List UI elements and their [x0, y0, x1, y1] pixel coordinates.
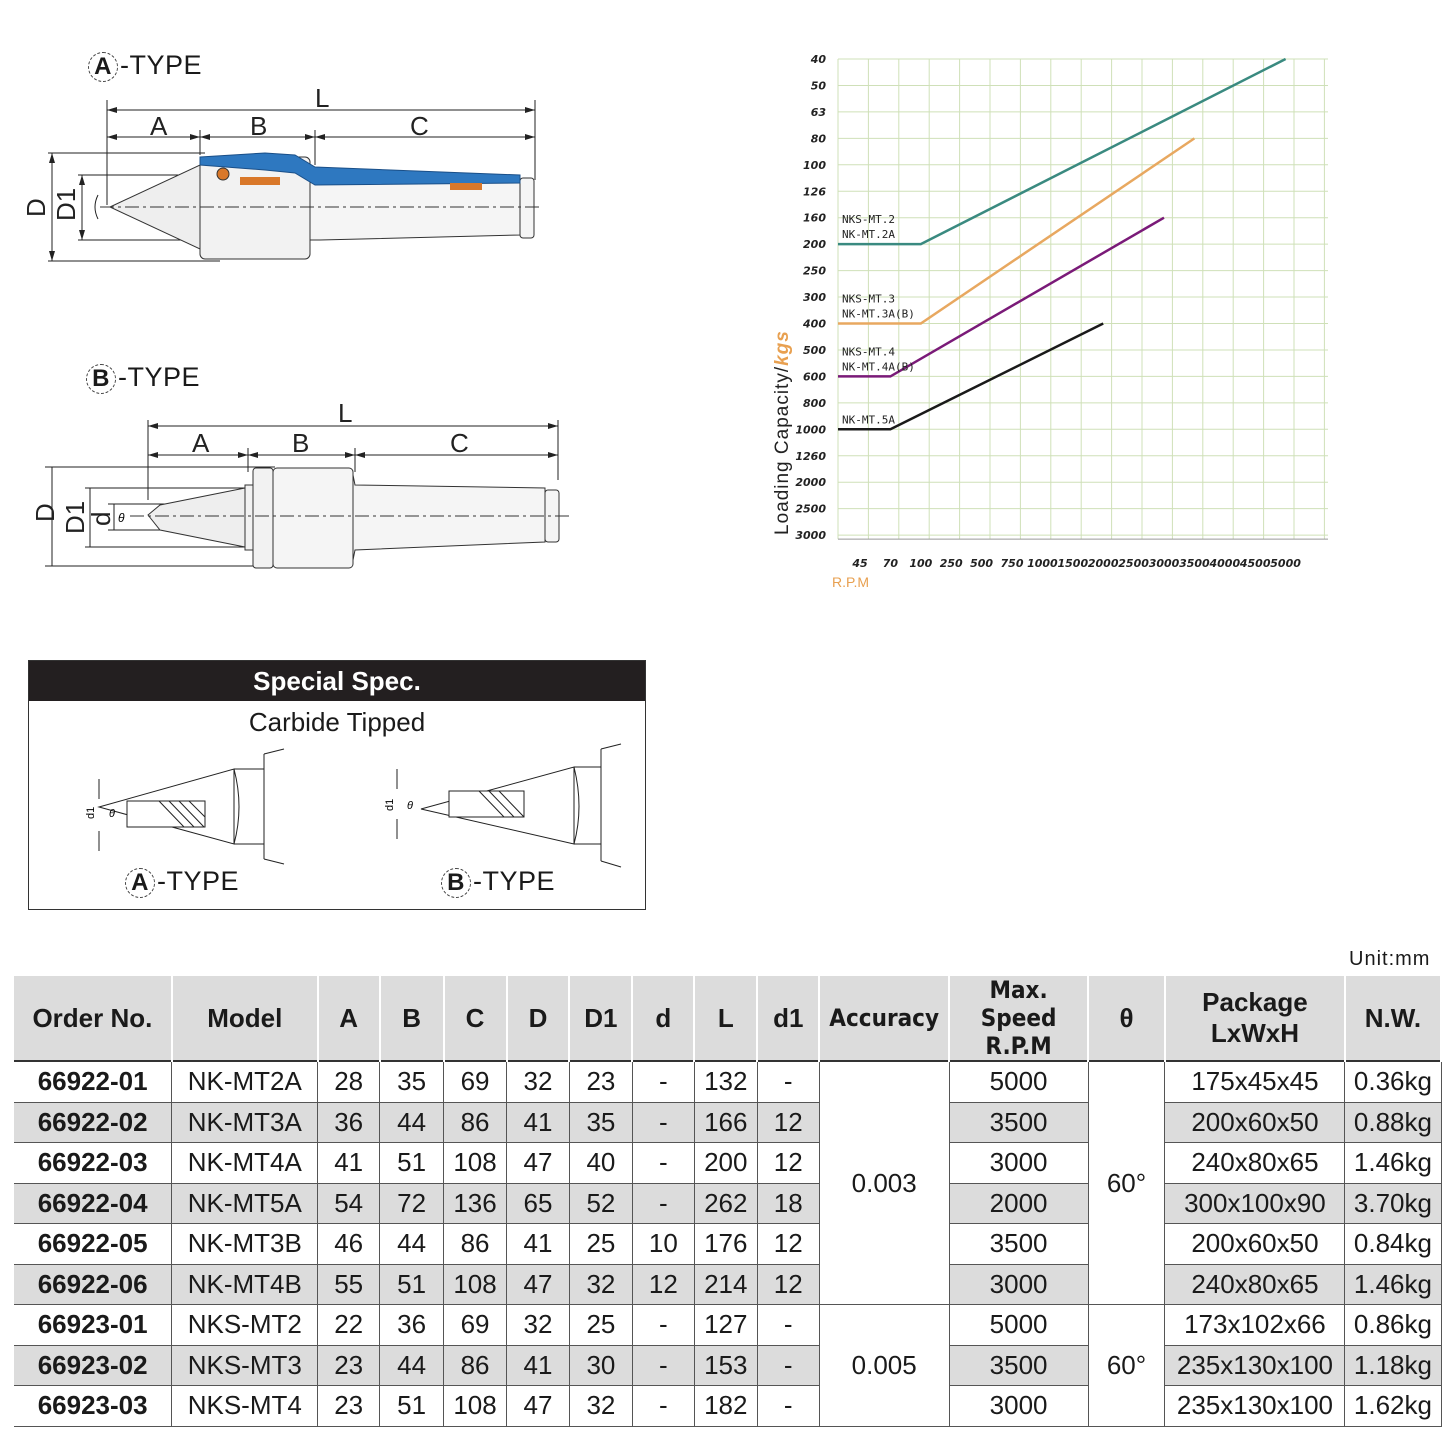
table-header-row — [14, 976, 1441, 1061]
cell-d: - — [632, 1183, 694, 1224]
cell-pkg: 235x130x100 — [1165, 1345, 1345, 1386]
spec-a-type-label: A -TYPE — [125, 866, 239, 898]
x-tick-label: 3500 — [1179, 557, 1210, 571]
cell-d: - — [632, 1305, 694, 1346]
cell-d1: 32 — [569, 1386, 632, 1427]
b-dim-C: C — [450, 428, 469, 458]
a-dim-A: A — [150, 111, 168, 141]
b-type-letter: B — [86, 364, 116, 394]
cell-d1: - — [757, 1386, 819, 1427]
y-tick-label: 1260 — [795, 449, 826, 463]
cell-model: NK-MT5A — [172, 1183, 318, 1224]
cell-accuracy: 0.005 — [819, 1305, 949, 1427]
a-dim-C: C — [410, 111, 429, 141]
cell-d1: 40 — [569, 1143, 632, 1184]
cell-nw: 0.86kg — [1345, 1305, 1441, 1346]
table-header-cell: C — [444, 976, 507, 1061]
table-header-cell: Accuracy — [819, 976, 949, 1061]
cell-speed: 5000 — [949, 1061, 1088, 1102]
cell-theta: 60° — [1088, 1305, 1165, 1427]
spec-a-letter: A — [125, 868, 155, 898]
cell-c: 86 — [444, 1224, 507, 1265]
cell-speed: 3000 — [949, 1386, 1088, 1427]
cell-l: 166 — [694, 1102, 757, 1143]
y-tick-label: 126 — [803, 185, 826, 199]
cell-nw: 3.70kg — [1345, 1183, 1441, 1224]
spec-b-type-label: B -TYPE — [441, 866, 555, 898]
cell-order: 66922-01 — [14, 1061, 172, 1102]
b-type-diagram — [30, 400, 575, 575]
cell-order: 66922-03 — [14, 1143, 172, 1184]
cell-pkg: 200x60x50 — [1165, 1224, 1345, 1265]
cell-d1: 25 — [569, 1305, 632, 1346]
cell-a: 28 — [318, 1061, 380, 1102]
cell-d: 41 — [507, 1345, 570, 1386]
table-header-cell: A — [318, 976, 380, 1061]
cell-d1: 12 — [757, 1264, 819, 1305]
cell-c: 86 — [444, 1345, 507, 1386]
cell-model: NK-MT4A — [172, 1143, 318, 1184]
cell-d: 10 — [632, 1224, 694, 1265]
y-tick-label: 300 — [803, 291, 826, 305]
b-dim-theta: θ — [118, 511, 125, 525]
cell-accuracy: 0.003 — [819, 1061, 949, 1305]
y-tick-label: 2000 — [795, 476, 826, 490]
cell-d1: 52 — [569, 1183, 632, 1224]
a-dim-B: B — [250, 111, 268, 141]
cell-model: NK-MT3B — [172, 1224, 318, 1265]
cell-l: 200 — [694, 1143, 757, 1184]
cell-d: - — [632, 1061, 694, 1102]
series-label: NKS-MT.3 — [842, 292, 895, 306]
b-dim-D: D — [30, 503, 60, 522]
cell-l: 127 — [694, 1305, 757, 1346]
cell-b: 44 — [380, 1345, 444, 1386]
b-tip-theta-label: θ — [407, 800, 413, 812]
y-tick-label: 1000 — [795, 423, 826, 437]
cell-l: 176 — [694, 1224, 757, 1265]
cell-b: 72 — [380, 1183, 444, 1224]
cell-l: 214 — [694, 1264, 757, 1305]
b-dim-A: A — [192, 428, 210, 458]
cell-a: 54 — [318, 1183, 380, 1224]
series-label: NK-MT.4A(B) — [842, 360, 915, 374]
series-label: NK-MT.3A(B) — [842, 307, 915, 321]
cell-d1: 25 — [569, 1224, 632, 1265]
cell-d: - — [632, 1143, 694, 1184]
cell-order: 66922-06 — [14, 1264, 172, 1305]
special-spec-header: Special Spec. — [29, 661, 645, 701]
spec-table — [14, 976, 1442, 1427]
b-dim-D1: D1 — [60, 500, 90, 534]
cell-speed: 3000 — [949, 1264, 1088, 1305]
a-type-letter: A — [88, 52, 118, 82]
series-label: NKS-MT.4 — [842, 345, 895, 359]
series-label: NK-MT.5A — [842, 413, 895, 427]
table-header-cell: L — [694, 976, 757, 1061]
cell-a: 23 — [318, 1386, 380, 1427]
cell-model: NKS-MT2 — [172, 1305, 318, 1346]
special-spec-panel — [28, 660, 646, 910]
x-tick-label: 45 — [852, 557, 868, 571]
cell-d: - — [632, 1345, 694, 1386]
x-axis-label: R.P.M — [832, 574, 870, 590]
table-header-cell: N.W. — [1345, 976, 1441, 1061]
y-axis-unit: kgs — [772, 330, 793, 366]
y-tick-label: 160 — [803, 211, 826, 225]
table-header-cell: d — [632, 976, 694, 1061]
cell-c: 108 — [444, 1386, 507, 1427]
cell-l: 182 — [694, 1386, 757, 1427]
cell-nw: 1.46kg — [1345, 1143, 1441, 1184]
y-tick-label: 600 — [803, 370, 826, 384]
y-tick-label: 200 — [803, 238, 826, 252]
table-header-cell: θ — [1088, 976, 1165, 1061]
table-row — [14, 1305, 1441, 1346]
table-row — [14, 1061, 1441, 1102]
cell-model: NKS-MT3 — [172, 1345, 318, 1386]
table-header-cell: Package LxWxH — [1165, 976, 1345, 1061]
x-tick-label: 2000 — [1087, 557, 1119, 571]
y-tick-label: 400 — [803, 317, 826, 331]
y-tick-label: 80 — [810, 132, 826, 146]
table-header-cell: Model — [172, 976, 318, 1061]
cell-speed: 3500 — [949, 1102, 1088, 1143]
cell-d1: - — [757, 1305, 819, 1346]
cell-d: 65 — [507, 1183, 570, 1224]
table-header-cell: B — [380, 976, 444, 1061]
loading-capacity-chart — [760, 45, 1340, 605]
cell-c: 108 — [444, 1143, 507, 1184]
table-header-cell: D — [507, 976, 570, 1061]
table-header-cell: Max. Speed R.P.M — [949, 976, 1088, 1061]
cell-nw: 0.88kg — [1345, 1102, 1441, 1143]
cell-l: 132 — [694, 1061, 757, 1102]
cell-d1: - — [757, 1061, 819, 1102]
cell-b: 44 — [380, 1102, 444, 1143]
special-spec-subtitle: Carbide Tipped — [248, 707, 426, 737]
cell-b: 44 — [380, 1224, 444, 1265]
cell-a: 23 — [318, 1345, 380, 1386]
y-tick-label: 40 — [810, 53, 826, 66]
a-type-diagram — [20, 85, 550, 270]
a-dim-L: L — [315, 85, 330, 113]
svg-text:Loading Capacity/kgs — [772, 330, 793, 535]
b-type-title: B -TYPE — [86, 362, 200, 394]
table-header-cell: D1 — [569, 976, 632, 1061]
y-tick-label: 500 — [803, 343, 826, 357]
table-row — [14, 1224, 1441, 1265]
cell-l: 153 — [694, 1345, 757, 1386]
x-tick-label: 4500 — [1239, 557, 1271, 571]
y-tick-label: 63 — [810, 105, 826, 119]
cell-speed: 5000 — [949, 1305, 1088, 1346]
cell-speed: 3500 — [949, 1345, 1088, 1386]
cell-d1: - — [757, 1345, 819, 1386]
cell-d1: 30 — [569, 1345, 632, 1386]
b-dim-d: d — [86, 511, 116, 526]
spec-b-letter: B — [441, 868, 471, 898]
series-line-0 — [838, 59, 1286, 244]
x-tick-label: 3000 — [1148, 557, 1180, 571]
cell-order: 66922-04 — [14, 1183, 172, 1224]
cell-d1: 12 — [757, 1224, 819, 1265]
cell-speed: 3500 — [949, 1224, 1088, 1265]
cell-d: - — [632, 1386, 694, 1427]
a-tip-d1-label: d1 — [85, 806, 97, 819]
cell-d1: 32 — [569, 1264, 632, 1305]
cell-c: 108 — [444, 1264, 507, 1305]
x-tick-label: 750 — [1000, 557, 1024, 571]
cell-pkg: 200x60x50 — [1165, 1102, 1345, 1143]
a-dim-D: D — [21, 198, 51, 217]
x-tick-label: 2500 — [1118, 557, 1149, 571]
cell-d1: 18 — [757, 1183, 819, 1224]
cell-b: 35 — [380, 1061, 444, 1102]
cell-b: 51 — [380, 1264, 444, 1305]
cell-model: NK-MT3A — [172, 1102, 318, 1143]
table-row — [14, 1386, 1441, 1427]
cell-b: 51 — [380, 1386, 444, 1427]
cell-a: 36 — [318, 1102, 380, 1143]
y-tick-label: 3000 — [795, 529, 826, 543]
cell-nw: 1.62kg — [1345, 1386, 1441, 1427]
cell-theta: 60° — [1088, 1061, 1165, 1305]
y-tick-label: 250 — [803, 264, 826, 278]
x-tick-label: 100 — [909, 557, 933, 571]
cell-order: 66923-03 — [14, 1386, 172, 1427]
a-tip-theta-label: θ — [109, 808, 115, 820]
cell-model: NK-MT4B — [172, 1264, 318, 1305]
cell-d: 47 — [507, 1264, 570, 1305]
table-row — [14, 1345, 1441, 1386]
cell-model: NKS-MT4 — [172, 1386, 318, 1427]
cell-order: 66923-02 — [14, 1345, 172, 1386]
cell-a: 41 — [318, 1143, 380, 1184]
cell-d: 32 — [507, 1061, 570, 1102]
cell-order: 66922-02 — [14, 1102, 172, 1143]
cell-c: 69 — [444, 1305, 507, 1346]
x-tick-label: 70 — [882, 557, 899, 571]
y-tick-label: 100 — [803, 158, 826, 172]
cell-b: 36 — [380, 1305, 444, 1346]
y-tick-label: 800 — [803, 396, 826, 410]
cell-nw: 0.36kg — [1345, 1061, 1441, 1102]
y-tick-label: 2500 — [795, 502, 826, 516]
table-header-cell: Order No. — [14, 976, 172, 1061]
cell-c: 69 — [444, 1061, 507, 1102]
cell-c: 86 — [444, 1102, 507, 1143]
cell-a: 22 — [318, 1305, 380, 1346]
cell-pkg: 175x45x45 — [1165, 1061, 1345, 1102]
cell-a: 46 — [318, 1224, 380, 1265]
a-dim-D1: D1 — [51, 187, 81, 221]
cell-pkg: 240x80x65 — [1165, 1143, 1345, 1184]
x-tick-label: 5000 — [1270, 557, 1301, 571]
x-tick-label: 1000 — [1027, 557, 1058, 571]
cell-nw: 1.18kg — [1345, 1345, 1441, 1386]
cell-speed: 2000 — [949, 1183, 1088, 1224]
cell-d: 32 — [507, 1305, 570, 1346]
cell-model: NK-MT2A — [172, 1061, 318, 1102]
cell-pkg: 300x100x90 — [1165, 1183, 1345, 1224]
table-row — [14, 1183, 1441, 1224]
cell-nw: 0.84kg — [1345, 1224, 1441, 1265]
unit-label: Unit:mm — [1349, 948, 1431, 970]
cell-d: 41 — [507, 1224, 570, 1265]
table-row — [14, 1143, 1441, 1184]
b-dim-L: L — [338, 400, 353, 428]
cell-pkg: 235x130x100 — [1165, 1386, 1345, 1427]
b-tip-d1-label: d1 — [384, 798, 396, 811]
cell-d: 47 — [507, 1143, 570, 1184]
cell-pkg: 240x80x65 — [1165, 1264, 1345, 1305]
cell-c: 136 — [444, 1183, 507, 1224]
x-tick-label: 500 — [970, 557, 994, 571]
table-header-cell: d1 — [757, 976, 819, 1061]
y-axis-ticks — [795, 53, 826, 542]
x-tick-label: 250 — [939, 557, 963, 571]
cell-d: 12 — [632, 1264, 694, 1305]
cell-pkg: 173x102x66 — [1165, 1305, 1345, 1346]
cell-order: 66923-01 — [14, 1305, 172, 1346]
x-tick-label: 1500 — [1057, 557, 1089, 571]
series-label: NKS-MT.2 — [842, 213, 895, 227]
table-row — [14, 1102, 1441, 1143]
cell-a: 55 — [318, 1264, 380, 1305]
cell-d1: 12 — [757, 1143, 819, 1184]
table-row — [14, 1264, 1441, 1305]
series-label: NK-MT.2A — [842, 228, 895, 242]
carbide-tipped-drawings — [29, 739, 645, 869]
cell-d: 47 — [507, 1386, 570, 1427]
x-tick-label: 4000 — [1209, 557, 1241, 571]
chart-grid — [838, 59, 1328, 539]
cell-d1: 35 — [569, 1102, 632, 1143]
cell-b: 51 — [380, 1143, 444, 1184]
cell-d: - — [632, 1102, 694, 1143]
cell-d: 41 — [507, 1102, 570, 1143]
y-tick-label: 50 — [810, 79, 826, 93]
a-type-title: A -TYPE — [88, 50, 202, 82]
y-axis-label: Loading Capacity/ — [772, 365, 793, 535]
cell-d1: 23 — [569, 1061, 632, 1102]
cell-l: 262 — [694, 1183, 757, 1224]
cell-nw: 1.46kg — [1345, 1264, 1441, 1305]
b-dim-B: B — [292, 428, 310, 458]
cell-order: 66922-05 — [14, 1224, 172, 1265]
cell-speed: 3000 — [949, 1143, 1088, 1184]
cell-d1: 12 — [757, 1102, 819, 1143]
x-axis-ticks — [851, 557, 1301, 570]
